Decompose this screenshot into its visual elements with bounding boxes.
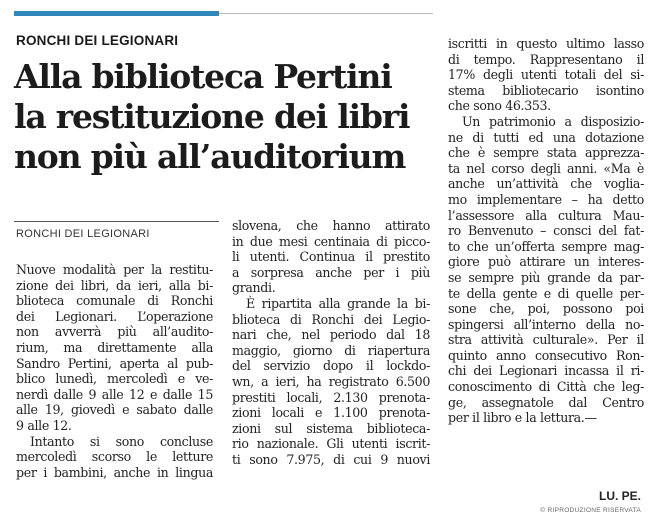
text-line: a sorpresa anche per i più <box>232 264 430 280</box>
copyright-notice: © RIPRODUZIONE RISERVATA <box>540 507 641 514</box>
text-line: grandi. <box>232 280 276 296</box>
kicker: RONCHI DEI LEGIONARI <box>16 33 179 48</box>
article-column-1 <box>16 262 213 480</box>
text-line: stra attività culturale». Per il <box>448 332 644 348</box>
text-line: 17% degli utenti totali del si- <box>448 67 644 83</box>
article-column-2 <box>232 218 430 468</box>
text-line: Nuove modalità per la restitu- <box>16 262 213 277</box>
text-line: anche un’attività che voglia- <box>448 176 644 192</box>
text-line: dei Legionari. L’operazione <box>16 308 213 324</box>
text-line: conoscimento di Città che leg- <box>448 379 644 395</box>
headline-line: la restituzione dei libri <box>14 97 410 136</box>
text-line: zione dei libri, da ieri, alla bi- <box>16 277 213 293</box>
text-line: wn, a ieri, ha registrato 6.500 <box>232 373 430 389</box>
text-line: Intanto si sono concluse <box>30 433 213 449</box>
text-line: giore può attirare un interes- <box>448 254 644 270</box>
text-line: blico lunedì, mercoledì e ve- <box>16 371 213 387</box>
headline <box>14 57 434 177</box>
text-line: blioteca comunale di Ronchi <box>16 293 213 309</box>
text-line: È ripartita alla grande la bi- <box>246 295 430 311</box>
byline-rule <box>14 221 219 222</box>
text-line: rium, ma direttamente alla <box>16 339 213 355</box>
text-line: per i bambini, anche in lingua <box>16 464 213 480</box>
text-line: non avverrà più all’audito- <box>16 324 213 340</box>
text-line: per il libro e la lettura.— <box>448 410 597 426</box>
text-line: mo implementare – ha detto <box>448 191 644 207</box>
text-line: ro Benvenuto – consci del fat- <box>448 223 644 239</box>
text-line: ge, assegnatole dal Centro <box>448 394 644 410</box>
text-line: se sempre più grande da par- <box>448 269 644 285</box>
text-line: zioni locali e 1.100 prenota- <box>232 405 430 421</box>
text-line: maggio, giorno di riapertura <box>232 342 430 358</box>
text-line: spingersi all’interno della no- <box>448 316 644 332</box>
text-line: nari che, nel periodo dal 18 <box>232 327 430 343</box>
headline-line: Alla biblioteca Pertini <box>14 57 392 96</box>
text-line: ta nel corso degli anni. «Ma è <box>448 160 644 176</box>
text-line: blioteca di Ronchi dei Legio- <box>232 311 430 327</box>
text-line: che sono 46.353. <box>448 98 551 114</box>
article-column-3 <box>448 36 644 426</box>
text-line: chi dei Legionari incassa il ri- <box>448 363 644 379</box>
text-line: prestiti locali, 2.130 prenota- <box>232 389 430 405</box>
text-line: mercoledì scorso le letture <box>16 449 213 465</box>
text-line: in due mesi centinaia di picco- <box>232 233 430 249</box>
text-line: slovena, che hanno attirato <box>232 218 430 233</box>
text-line: to che un’offerta sempre mag- <box>448 238 644 254</box>
headline-line: non più all’auditorium <box>14 137 406 176</box>
text-line: li utenti. Continua il prestito <box>232 249 430 265</box>
text-line: quinto anno consecutivo Ron- <box>448 347 644 363</box>
text-line: Un patrimonio a disposizio- <box>462 113 644 129</box>
text-line: di tempo. Rappresentano il <box>448 51 644 67</box>
author-signature: LU. PE. <box>598 489 641 503</box>
text-line: zioni sul sistema biblioteca- <box>232 420 430 436</box>
text-line: ne di tutti ed una dotazione <box>448 129 644 145</box>
text-line: te della gente e di quelle per- <box>448 285 644 301</box>
text-line: rio nazionale. Gli utenti iscrit- <box>232 436 430 452</box>
text-line: ti sono 7.975, di cui 9 nuovi <box>232 451 430 467</box>
section-accent-bar <box>14 11 219 16</box>
text-line: Sandro Pertini, aperta al pub- <box>16 355 213 371</box>
text-line: nerdì dalle 9 alle 12 e dalle 15 <box>16 386 213 402</box>
text-line: alle 19, giovedì e sabato dalle <box>16 402 213 418</box>
text-line: l’assessore alla cultura Mau- <box>448 207 644 223</box>
section-hairline <box>219 13 433 14</box>
text-line: del servizio dopo il lockdo- <box>232 358 430 374</box>
byline-location: RONCHI DEI LEGIONARI <box>16 228 150 240</box>
text-line: che è sempre stata apprezza- <box>448 145 644 161</box>
text-line: sone che, poi, possono poi <box>448 301 644 317</box>
text-line: 9 alle 12. <box>16 417 72 433</box>
text-line: iscritti in questo ultimo lasso <box>448 36 644 51</box>
text-line: stema bibliotecario isontino <box>448 82 644 98</box>
